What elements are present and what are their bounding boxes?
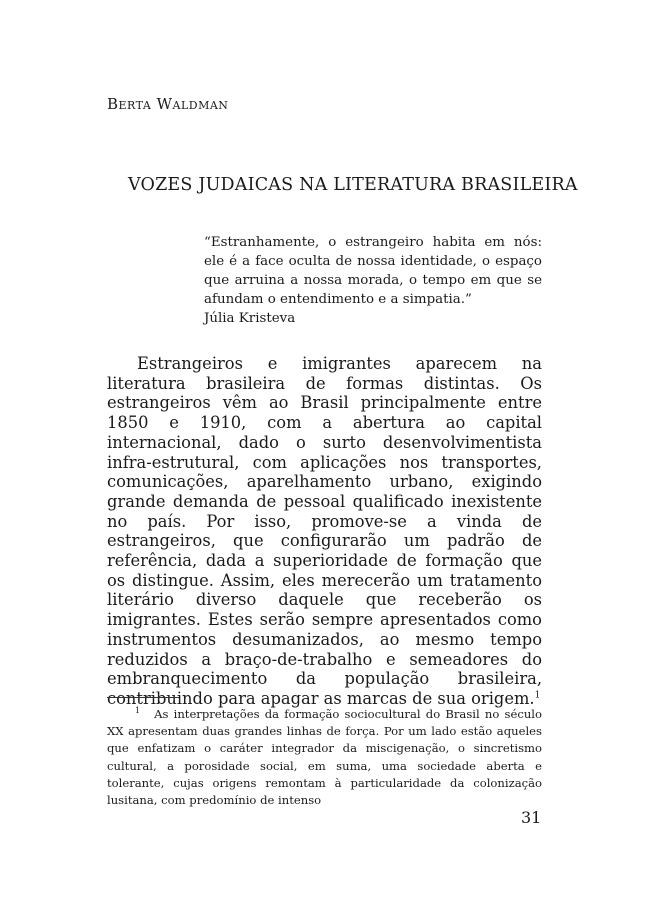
footnote-separator <box>107 697 179 698</box>
page-number: 31 <box>521 808 542 827</box>
footnote-reference[interactable]: 1 <box>534 690 541 701</box>
epigraph <box>204 233 542 328</box>
footnote <box>107 706 542 809</box>
chapter-title: VOZES JUDAICAS NA LITERATURA BRASILEIRA <box>128 175 578 195</box>
footnote-text: As interpretações da formação sociocultural do Brasil no século XX apresentam duas grandes linhas de força. Por um lado estão aqueles que enfatizam o caráter integrador da miscigenação, o sincretismo cultural, a porosidade social, em suma, uma sociedade aberta e tolerante, cujas origens remontam à particularidade da colonização lusitana, com predomínio de intenso <box>107 707 542 808</box>
running-header-author: Berta Waldman <box>107 95 229 113</box>
epigraph-attribution: Júlia Kristeva <box>204 311 296 326</box>
body-paragraph <box>107 354 542 709</box>
body-paragraph-text: Estrangeiros e imigrantes aparecem na literatura brasileira de formas distintas. Os estrangeiros vêm ao Brasil principalmente entre 1850 e 1910, com a abertura ao capital internacional, dado o surto desenvolvimentista infra-estrutural, com aplicações nos transportes, comunicações, aparelhamento urbano, exigindo grande demanda de pessoal qualificado inexistente no país. Por isso, promove-se a vinda de estrangeiros, que configurarão um padrão de referência, dada a superioridade de formação que os distingue. Assim, eles merecerão um tratamento literário diverso daquele que receberão os imigrantes. Estes serão sempre apresentados como instrumentos desumanizados, ao mesmo tempo reduzidos a braço-de-trabalho e semeadores do embranquecimento da população brasileira, contribuindo para apagar as marcas de sua origem. <box>107 354 542 708</box>
footnote-marker: 1 <box>135 706 141 716</box>
epigraph-quote: “Estranhamente, o estrangeiro habita em nós: ele é a face oculta de nossa identidade, o espaço que arruina a nossa morada, o tempo em que se afundam o entendimento e a simpatia.” <box>204 235 542 307</box>
